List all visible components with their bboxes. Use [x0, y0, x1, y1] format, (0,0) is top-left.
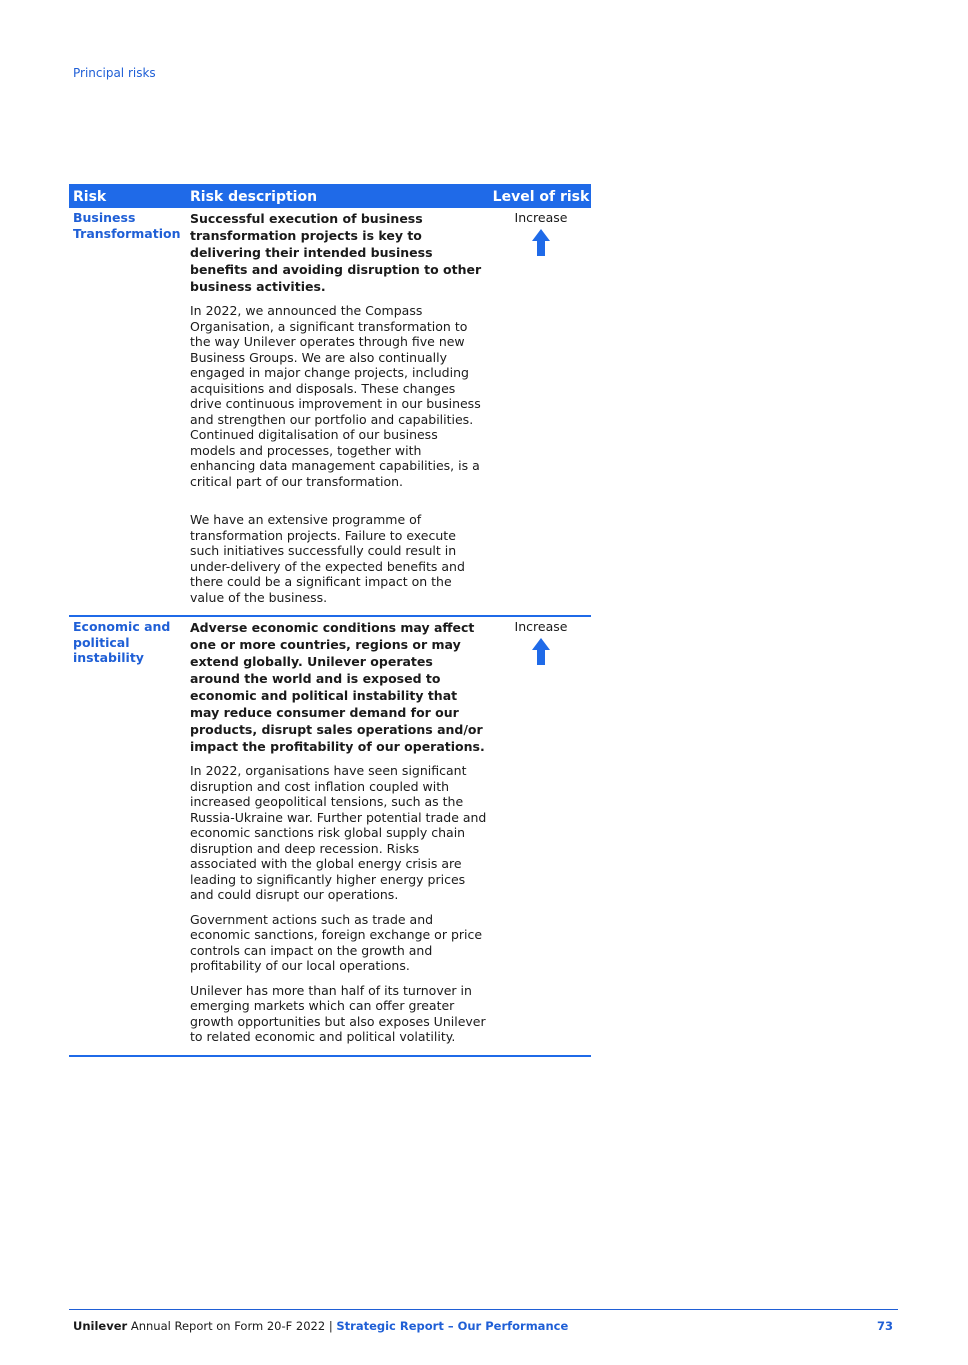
footer-section: Strategic Report – Our Performance [336, 1319, 569, 1333]
footer-divider [69, 1309, 898, 1310]
table-row [69, 208, 591, 616]
table-header-row [69, 184, 591, 208]
table-row [69, 616, 591, 1056]
risk-description-cell [186, 208, 491, 616]
risk-level-text: Increase [514, 210, 568, 225]
footer-separator: | [328, 1319, 333, 1333]
risk-paragraph: In 2022, organisations have seen significant disruption and cost inflation coupled with increased geopolitical tensions, such as the Russia-Ukraine war. Further potential trade and economic sanctions risk global supply chain disruption and deep recession. Risks associated with the global energy crisis are leading to significantly higher energy prices and could disrupt our operations. [190, 763, 487, 902]
risk-paragraph: Government actions such as trade and economic sanctions, foreign exchange or price controls can impact on the growth and profitability of our local operations. [190, 911, 483, 973]
risk-name: Economic and political instability [73, 619, 171, 665]
risk-paragraph: We have an extensive programme of transformation projects. Failure to execute such initiatives successfully could result in under-delivery of the expected benefits and there could be a significant impact on the value of the business. [190, 512, 465, 605]
risk-description-cell [186, 616, 491, 1056]
section-label: Principal risks [73, 66, 156, 80]
arrow-up-icon [531, 638, 551, 670]
risk-level-cell [491, 616, 591, 1056]
risk-name: Business Transformation [73, 210, 181, 241]
column-header-description: Risk description [186, 184, 491, 208]
risk-paragraph: Unilever has more than half of its turnover in emerging markets which can offer greater growth opportunities but also exposes Unilever to related economic and political volatility. [190, 982, 486, 1044]
footer-brand: Unilever [73, 1319, 128, 1333]
risk-level-cell [491, 208, 591, 616]
page-footer [73, 1319, 893, 1333]
risk-level-text: Increase [514, 619, 568, 634]
risk-lead: Adverse economic conditions may affect one or more countries, regions or may extend globally. Unilever operates around the world and is exposed to economic and political instability that may reduce consumer demand for our products, disrupt sales operations and/or impact the profitability of our operations. [190, 620, 485, 754]
arrow-up-icon [531, 229, 551, 261]
risk-paragraph: In 2022, we announced the Compass Organisation, a significant transformation to the way Unilever operates through five new Business Groups. We are also continually engaged in major change projects, including acquisitions and disposals. These changes drive continuous improvement in our business and strengthen our portfolio and capabilities. Continued digitalisation of our business models and processes, together with enhancing data management capabilities, is a critical part of our transformation. [190, 303, 481, 489]
risk-table [69, 184, 591, 1057]
column-header-risk: Risk [69, 184, 186, 208]
footer-report-title: Annual Report on Form 20-F 2022 [130, 1319, 326, 1333]
column-header-level: Level of risk [491, 184, 591, 208]
risk-name-cell [69, 616, 186, 1056]
risk-lead: Successful execution of business transformation projects is key to delivering their intended business benefits and avoiding disruption to other business activities. [190, 211, 482, 294]
risk-name-cell [69, 208, 186, 616]
page-number: 73 [876, 1319, 893, 1333]
